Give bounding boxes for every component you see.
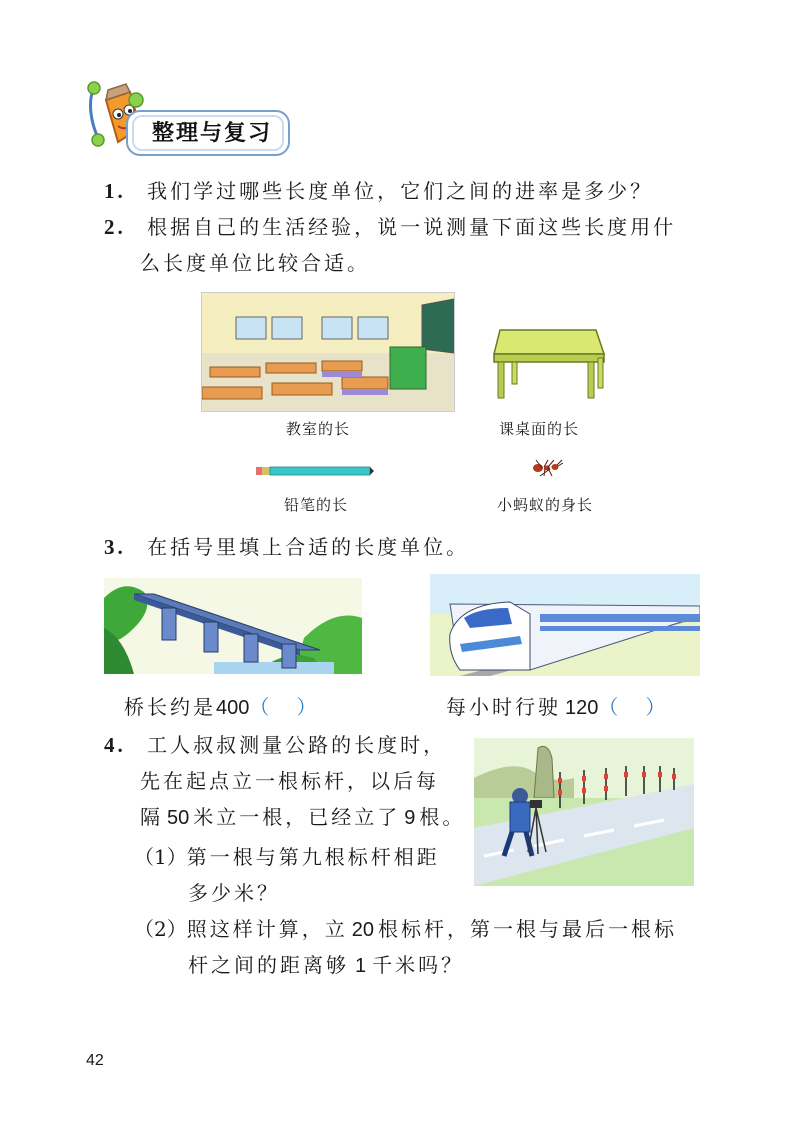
- line3-text-c: 根。: [419, 805, 466, 829]
- line3-text-a: 隔: [140, 805, 163, 829]
- sub-question-2-line2: [188, 948, 464, 983]
- train-value: 120: [565, 697, 599, 719]
- sub-question-1: [134, 840, 440, 874]
- train-prefix: 每小时行驶: [446, 695, 561, 719]
- sub2-line2-text-b: 千米吗？: [372, 953, 465, 977]
- question-2: [104, 210, 676, 244]
- sub-question-label: （2）: [134, 917, 187, 941]
- question-number: 1.: [104, 179, 126, 203]
- sub-question-text-line1: 第一根与第九根标杆相距: [186, 845, 440, 869]
- train-illustration: [430, 574, 700, 676]
- question-text: 我们学过哪些长度单位，它们之间的进率是多少？: [147, 179, 654, 203]
- sub2-text-a: 照这样计算，立: [186, 917, 348, 941]
- question-4-line3: [140, 800, 465, 835]
- section-header: [84, 80, 304, 160]
- section-title: 整理与复习: [152, 120, 273, 146]
- classroom-illustration: [201, 292, 455, 412]
- bridge-paren-open: （: [249, 695, 273, 719]
- km-value: 1: [355, 955, 367, 977]
- bridge-paren-close: ）: [296, 695, 320, 719]
- bridge-value: 400: [216, 697, 250, 719]
- question-text: 在括号里填上合适的长度单位。: [147, 535, 470, 559]
- question-4-line2: 先在起点立一根标杆，以后每: [140, 769, 439, 793]
- caption-ant: 小蚂蚁的身长: [497, 496, 594, 514]
- question-1: [104, 174, 653, 208]
- sub2-line2-text-a: 杆之间的距离够: [188, 953, 349, 977]
- train-paren-open: （: [598, 695, 622, 719]
- line3-text-b: 米立一根，已经立了: [193, 805, 401, 829]
- sub2-text-b: 根标杆，第一根与最后一根标: [377, 917, 677, 941]
- sub-question-2: [134, 912, 677, 947]
- pole-count: 9: [404, 807, 416, 829]
- sub-question-label: （1）: [134, 845, 187, 869]
- question-text-line1: 工人叔叔测量公路的长度时，: [147, 733, 447, 757]
- question-number: 4.: [104, 733, 126, 757]
- caption-pencil: 铅笔的长: [284, 496, 349, 514]
- pole-total-value: 20: [351, 919, 374, 941]
- spacing-value: 50: [167, 807, 190, 829]
- question-2-line2: 么长度单位比较合适。: [140, 251, 370, 275]
- sub-question-1-line2: 多少米？: [188, 881, 280, 905]
- caption-classroom: 教室的长: [286, 420, 351, 438]
- bridge-answer: [124, 690, 319, 725]
- question-3: [104, 530, 469, 564]
- train-paren-close: ）: [645, 695, 669, 719]
- question-number: 3.: [104, 535, 126, 559]
- road-survey-illustration: [474, 738, 694, 886]
- caption-desk: 课桌面的长: [499, 420, 580, 438]
- page-number: 42: [86, 1052, 104, 1069]
- question-4: [104, 728, 446, 762]
- ant-icon: [530, 458, 564, 478]
- bridge-illustration: [104, 578, 362, 674]
- question-text-line1: 根据自己的生活经验，说一说测量下面这些长度用什: [147, 215, 677, 239]
- question-number: 2.: [104, 215, 126, 239]
- pencil-illustration: [256, 466, 374, 476]
- train-answer: [446, 690, 668, 725]
- desk-illustration: [492, 326, 608, 402]
- bridge-prefix: 桥长约是: [124, 695, 216, 719]
